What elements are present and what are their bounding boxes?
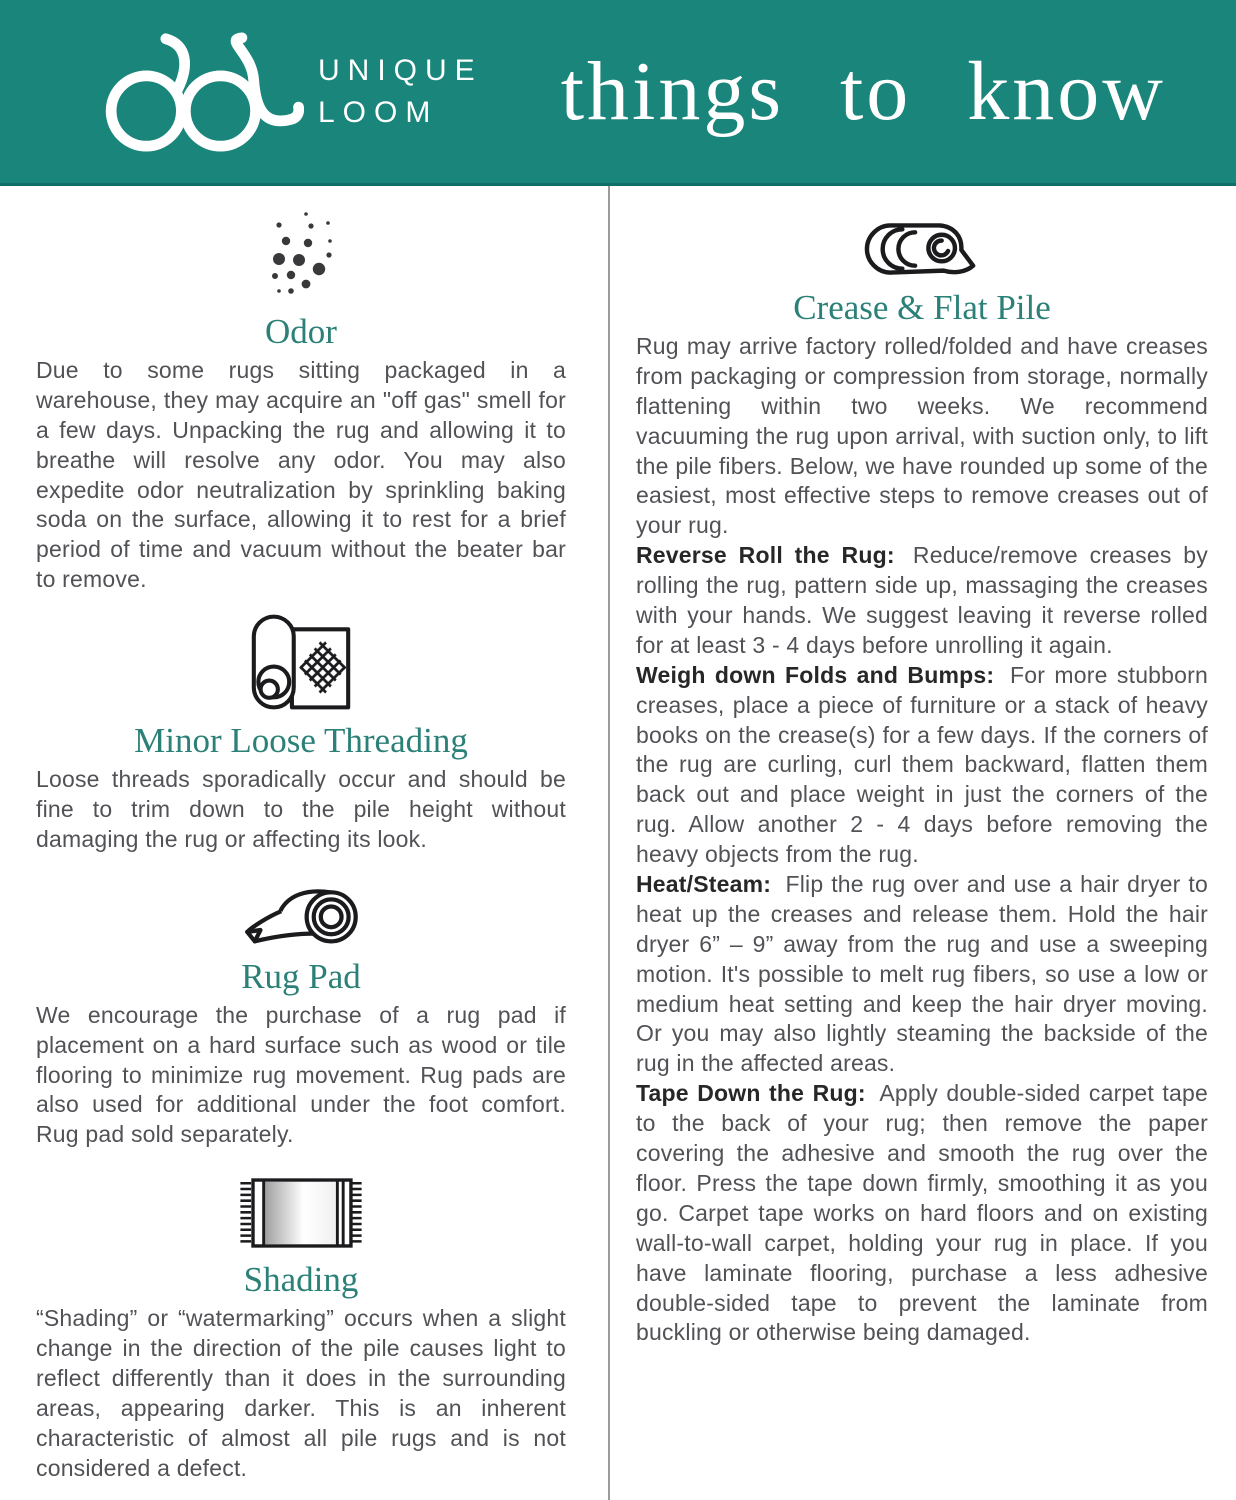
section-body: Due to some rugs sitting packaged in a warehouse, they may acquire an "off gas" smell for a few days. Unpacking the rug and allowing it to breathe will resolve any odor. You may also expedite odor neutralization by sprinkling baking soda on the surface, allowing it to rest for a brief period of time and vacuum without the beater bar to remove.	[36, 357, 566, 593]
threading-icon-box	[36, 613, 566, 711]
tip-text: For more stubborn creases, place a piece of furniture or a stack of heavy books on the crease(s) for a few days. If the corners of the rug are curling, curl them backward, flatten them back out and place weight in just the corners of the rug. Allow another 2 - 4 days before removing the heavy objects from the rug.	[636, 661, 1209, 868]
section-heading: Rug Pad	[241, 956, 361, 996]
section-shading	[36, 1176, 566, 1483]
page-title: things to know	[560, 45, 1166, 138]
tip-text: Reduce/remove creases by rolling the rug, pattern side up, massaging the creases with your hands. We suggest leaving it reverse rolled for at least 3 - 4 days before unrolling it again.	[636, 542, 1209, 658]
shading-icon-box	[36, 1176, 566, 1250]
content-columns	[0, 186, 1236, 1500]
tip-weigh-down	[636, 661, 1208, 870]
tip-label: Reverse Roll the Rug:	[636, 542, 895, 569]
section-body: We encourage the purchase of a rug pad if placement on a hard surface such as wood or tile flooring to minimize rug movement. Rug pads are also used for additional under the foot comfort. Rug pad sold separately.	[36, 1001, 566, 1148]
section-heading: Odor	[265, 312, 337, 351]
tip-text: Apply double-sided carpet tape to the back of your rug; then remove the paper covering the adhesive and smooth the rug over the floor. Press the tape down firmly, smoothing it as you go. Carpet tape works on hard floors and on existing wall-to-wall carpet, holding your rug in place. If you have laminate flooring, purchase a less adhesive double-sided tape to prevent the laminate from buckling or otherwise being damaged.	[636, 1080, 1208, 1346]
section-intro: Rug may arrive factory rolled/folded and have creases from packaging or compression from storage, normally flattening within two weeks. We recommend vacuuming the rug upon arrival, with suction only, to lift the pile fibers. Below, we have rounded up some of the easiest, most effective steps to remove creases out of your rug.	[636, 333, 1208, 539]
section-loose-threading	[36, 613, 566, 855]
tip-label: Weigh down Folds and Bumps:	[636, 661, 995, 688]
rug-pad-roll-icon	[238, 881, 364, 947]
rolled-rug-icon	[863, 220, 981, 278]
left-column	[0, 186, 608, 1500]
tip-text: Flip the rug over and use a hair dryer to heat up the creases and release them. Hold the hair dryer 6” – 9” away from the rug and use a sweeping motion. It's possible to melt rug fibers, so use a low or medium heat setting and keep the hair dryer moving. Or you may also lightly steaming the backside of the rug in the affected areas.	[636, 871, 1208, 1077]
right-column	[608, 186, 1236, 1500]
brand-line-2: LOOM	[318, 95, 439, 129]
section-odor	[36, 210, 566, 595]
odor-icon-box	[36, 210, 566, 302]
section-heading: Shading	[243, 1260, 359, 1300]
section-heading: Minor Loose Threading	[134, 721, 468, 761]
tip-label: Tape Down the Rug:	[636, 1080, 866, 1107]
section-rug-pad	[36, 881, 566, 1150]
odor-dots-icon	[260, 210, 342, 302]
tip-tape-down	[636, 1079, 1208, 1348]
section-body: “Shading” or “watermarking” occurs when a slight change in the direction of the pile causes light to reflect differently than it does in the surrounding areas, appearing darker. This is an inherent characteristic of almost all pile rugs and is not considered a defect.	[36, 1305, 566, 1481]
section-body: Loose threads sporadically occur and should be fine to trim down to the pile height without damaging the rug or affecting its look.	[36, 766, 566, 852]
header	[0, 0, 1236, 186]
unique-loom-logo	[92, 31, 483, 153]
brand-line-1: UNIQUE	[318, 53, 483, 87]
rug-pad-icon-box	[36, 881, 566, 947]
loose-threading-icon	[246, 613, 356, 711]
tip-heat-steam	[636, 870, 1208, 1079]
section-heading: Crease & Flat Pile	[793, 288, 1051, 327]
section-crease-flat-pile	[636, 220, 1208, 1348]
crease-icon-box	[636, 220, 1208, 278]
brand-name	[318, 50, 483, 134]
shading-rug-icon	[237, 1176, 365, 1250]
unique-loom-glyph-icon	[92, 31, 304, 153]
tip-label: Heat/Steam:	[636, 871, 772, 898]
tip-reverse-roll	[636, 541, 1208, 661]
